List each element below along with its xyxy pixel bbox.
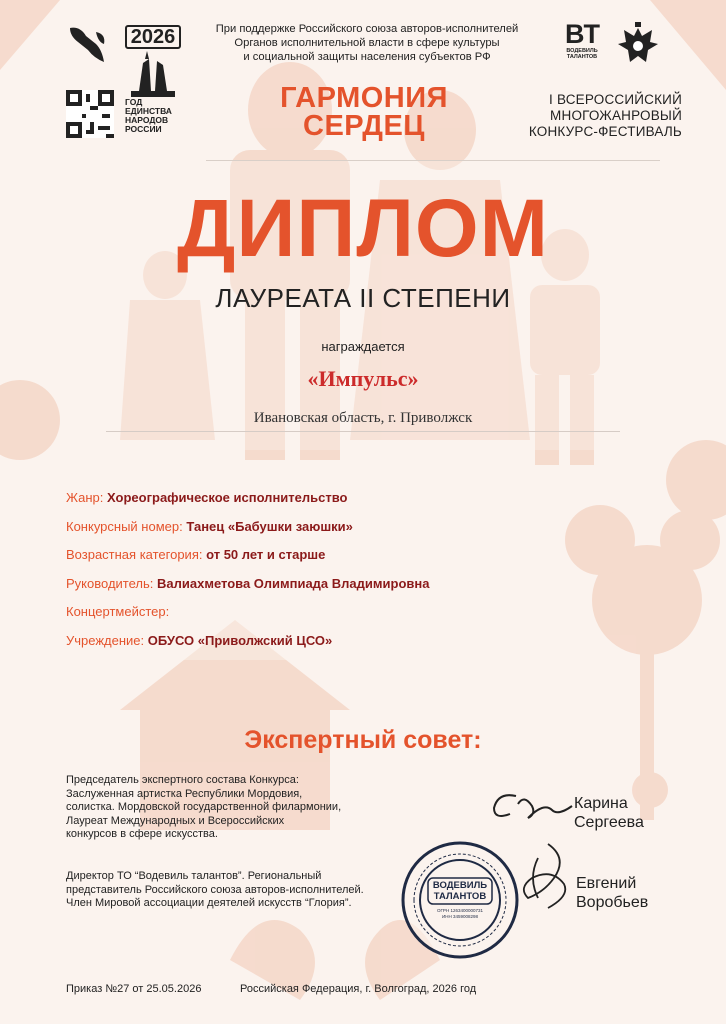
organization-stamp bbox=[400, 840, 520, 960]
sponsor-text: При поддержке Российского союза авторов-исполнителей Органов исполнительной власти в сфере культуры и социальной защиты населения субъектов РФ bbox=[215, 23, 519, 63]
director-description: Директор ТО “Водевиль талантов”. Региональный представитель Российского союза авторов-исполнителей. Член Мировой ассоциации деятелей искусств “Глория”. bbox=[66, 870, 364, 910]
diploma-title: ДИПЛОМ bbox=[177, 183, 549, 274]
recipient-name: «Импульс» bbox=[307, 366, 419, 391]
field-supervisor bbox=[66, 573, 666, 602]
field-accompanist bbox=[66, 601, 666, 630]
vt-logo-mark: BT bbox=[565, 19, 599, 49]
field-label: Концертмейстер: bbox=[66, 604, 170, 620]
double-headed-eagle-icon bbox=[616, 22, 660, 66]
diploma-degree: ЛАУРЕАТА II СТЕПЕНИ bbox=[215, 283, 511, 313]
field-genre bbox=[66, 487, 666, 516]
field-value: ОБУСО «Приволжский ЦСО» bbox=[147, 632, 333, 648]
festival-type: I ВСЕРОССИЙСКИЙ МНОГОЖАНРОВЫЙ КОНКУРС-ФЕСТИВАЛЬ bbox=[528, 92, 682, 139]
director-name: Евгений Воробьев bbox=[576, 875, 649, 911]
feather-logo-icon bbox=[66, 22, 108, 66]
header-divider bbox=[206, 160, 660, 161]
field-label: Руководитель: bbox=[66, 575, 154, 591]
field-label: Жанр: bbox=[66, 490, 104, 505]
location-divider bbox=[106, 431, 620, 432]
year-badge-number: 2026 bbox=[125, 25, 181, 49]
field-label: Возрастная категория: bbox=[66, 547, 203, 563]
field-value: Хореографическое исполнительство bbox=[107, 490, 348, 505]
stamp-center-text: ВОДЕВИЛЬ ТАЛАНТОВ bbox=[432, 880, 488, 902]
monument-icon bbox=[125, 51, 181, 99]
field-age-category bbox=[66, 544, 666, 573]
vt-logo-caption: ВОДЕВИЛЬ ТАЛАНТОВ bbox=[566, 48, 598, 60]
field-competition-number bbox=[66, 516, 666, 545]
stamp-inn: ИНН 3459008298 bbox=[441, 914, 478, 919]
qr-code bbox=[66, 90, 114, 138]
diploma-fields bbox=[66, 487, 666, 659]
year-badge-caption: ГОД ЕДИНСТВА НАРОДОВ РОССИИ bbox=[125, 97, 172, 134]
chair-name: Карина Сергеева bbox=[574, 795, 644, 831]
stamp-ogrn: ОГРН 1263400000731 bbox=[437, 908, 483, 913]
field-institution bbox=[66, 630, 666, 659]
vodevil-talantov-logo bbox=[560, 20, 604, 60]
issue-place: Российская Федерация, г. Волгоград, 2026 год bbox=[240, 983, 477, 995]
festival-name: ГАРМОНИЯ СЕРДЕЦ bbox=[280, 82, 448, 142]
recipient-location: Ивановская область, г. Приволжск bbox=[253, 410, 473, 426]
expert-council-title: Экспертный совет: bbox=[244, 726, 482, 754]
field-label: Конкурсный номер: bbox=[66, 518, 183, 534]
chair-signature bbox=[488, 784, 578, 828]
field-value: от 50 лет и старше bbox=[206, 547, 326, 563]
year-of-unity-badge bbox=[125, 25, 181, 99]
field-label: Учреждение: bbox=[66, 632, 145, 648]
field-value: Танец «Бабушки заюшки» bbox=[186, 518, 353, 534]
director-signature bbox=[508, 838, 578, 918]
order-reference: Приказ №27 от 25.05.2026 bbox=[66, 983, 202, 995]
field-value: Валиахметова Олимпиада Владимировна bbox=[157, 575, 430, 591]
awarded-label: награждается bbox=[321, 339, 405, 354]
chair-description: Председатель экспертного состава Конкурса: Заслуженная артистка Республики Мордовия, солистка. Мордовской государственной филармонии, Лауреат Международных и Всероссийских конкурсов в сфере искусства. bbox=[66, 774, 342, 841]
